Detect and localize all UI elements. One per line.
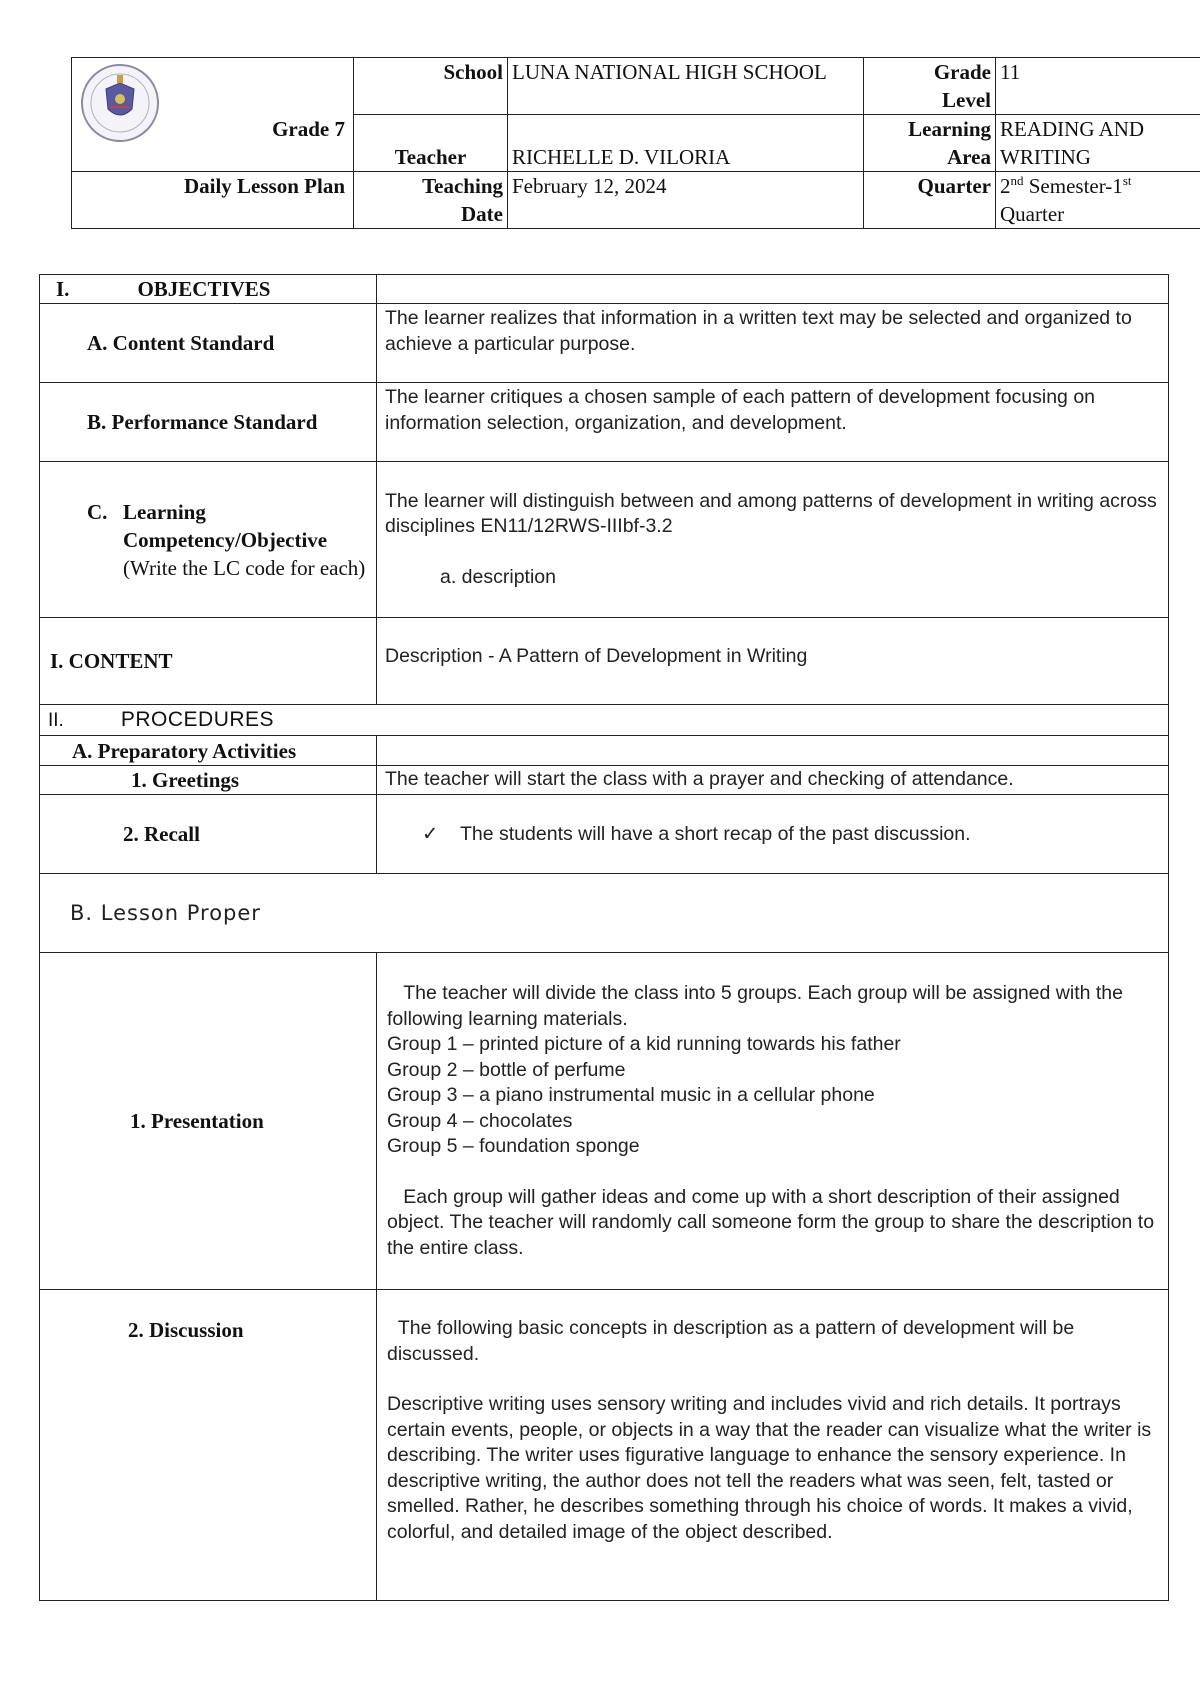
discussion-label: 2. Discussion [40,1290,377,1601]
presentation-closing: Each group will gather ideas and come up with a short description of their assigned object. The teacher will randomly call someone form the group to share the description to the entire class. [387,1185,1160,1259]
learning-competency-num: C. [87,499,108,524]
lesson-plan-table [39,274,1169,1601]
learning-area-value: READING AND WRITING [996,115,1200,172]
recall-label: 2. Recall [40,795,377,874]
learning-area-label-line1: Learning [908,117,991,141]
header-table [71,57,1200,229]
performance-standard-label: B. Performance Standard [40,383,377,462]
procedures-number: II. [48,710,64,731]
checkmark-icon: ✓ [422,821,439,845]
group-item-4: Group 4 – chocolates [387,1109,573,1132]
learning-competency-label-2: Competency/Objective [123,527,328,552]
learning-area-label [864,115,996,172]
school-value: LUNA NATIONAL HIGH SCHOOL [508,58,864,115]
content-standard-label: A. Content Standard [40,304,377,383]
greetings-row [40,766,1169,795]
presentation-label: 1. Presentation [40,953,377,1290]
teacher-value: RICHELLE D. VILORIA [508,115,864,172]
teaching-date-label-line1: Teaching [422,174,503,198]
teacher-label: Teacher [354,115,508,172]
preparatory-row [40,736,1169,766]
recall-text: The students will have a short recap of the past discussion. [460,822,971,845]
plan-title: Daily Lesson Plan [183,174,345,198]
teaching-date-value: February 12, 2024 [508,172,864,229]
greetings-label: 1. Greetings [40,766,377,795]
grade-level-label-line1: Grade [933,60,991,84]
content-row [40,618,1169,705]
grade-level-label-line2: Level [942,88,991,112]
teaching-date-label-line2: Date [461,202,503,226]
learning-competency-label-3: (Write the LC code for each) [123,555,366,580]
learning-area-label-line2: Area [947,145,991,169]
plan-grade: Grade 7 [272,117,345,141]
content-label: I. CONTENT [40,618,377,705]
presentation-row [40,953,1169,1290]
presentation-intro: The teacher will divide the class into 5 groups. Each group will be assigned with the following learning materials. [387,982,1129,1030]
plan-title-cell [72,172,354,229]
school-label: School [354,58,508,115]
learning-competency-subitem: a. description [440,565,556,588]
group-item-5: Group 5 – foundation sponge [387,1135,640,1157]
content-standard-row [40,304,1169,383]
discussion-row [40,1290,1169,1601]
objectives-heading: OBJECTIVES [137,277,271,301]
lesson-proper-label: B. Lesson Proper [40,874,1169,953]
learning-competency-text: The learner will distinguish between and among patterns of development in writing across disciplines EN11/12RWS-IIIbf-3.2 [385,489,1157,538]
header-logo-cell [72,58,354,172]
recall-row [40,795,1169,874]
objectives-heading-row [40,275,1169,304]
performance-standard-text: The learner critiques a chosen sample of each pattern of development focusing on information selection, organization, and development. [377,383,1169,462]
group-item-2: Group 2 – bottle of perfume [387,1058,626,1081]
greetings-text: The teacher will start the class with a prayer and checking of attendance. [377,766,1169,795]
procedures-heading: PROCEDURES [120,708,275,731]
discussion-intro: The following basic concepts in description as a pattern of development will be discussed. [387,1317,1080,1365]
learning-competency-label-1: Learning [123,499,206,524]
teaching-date-label [354,172,508,229]
quarter-label: Quarter [864,172,996,229]
procedures-heading-row [40,705,1169,736]
content-standard-text: The learner realizes that information in a written text may be selected and organized to achieve a particular purpose. [377,304,1169,383]
lesson-proper-row [40,874,1169,953]
preparatory-label: A. Preparatory Activities [40,736,377,766]
deped-seal-logo [80,63,160,143]
discussion-body: Descriptive writing uses sensory writing and includes vivid and rich details. It portrays certain events, people, or objects in a way that the reader can visualize what the writer is describing. The writer uses figurative language to enhance the sensory experience. In descriptive writing, the author does not tell the readers what was seen, felt, tasted or smelled. Rather, he describes something through his choice of words. It makes a vivid, colorful, and detailed image of the object described. [387,1393,1152,1543]
content-text: Description - A Pattern of Development in Writing [377,618,1169,705]
grade-level-label [864,58,996,115]
learning-competency-row [40,462,1169,618]
objectives-number: I. [56,277,70,301]
grade-level-value: 11 [996,58,1200,115]
performance-standard-row [40,383,1169,462]
quarter-value: 2nd Semester-1st Quarter [996,172,1200,229]
group-item-1: Group 1 – printed picture of a kid running towards his father [387,1033,901,1055]
group-item-3: Group 3 – a piano instrumental music in a cellular phone [387,1084,875,1106]
